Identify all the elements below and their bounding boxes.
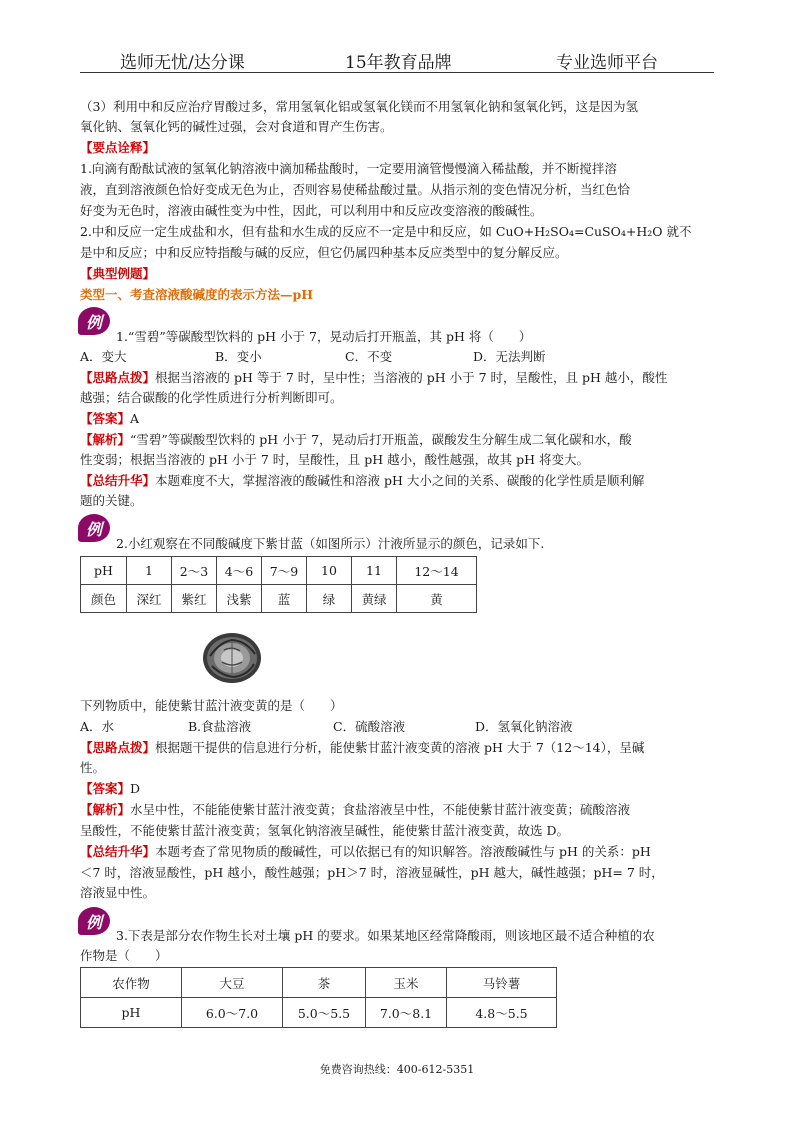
- q1-stem: 1.“雪碧”等碳酸型饮料的 pH 小于 7，晃动后打开瓶盖，其 pH 将（ ）: [116, 329, 532, 344]
- table-cell: 11: [352, 557, 397, 585]
- table-cell: 2～3: [172, 557, 217, 585]
- table-cell: 大豆: [182, 968, 283, 998]
- header-right-slogan: 专业选师平台: [556, 53, 658, 73]
- q2-option-c: C．硫酸溶液: [333, 719, 406, 734]
- q1-answer-tag: 【答案】: [80, 411, 131, 426]
- intro-p3-line1: （3）利用中和反应治疗胃酸过多，常用氢氧化铝或氢氧化镁而不用氢氧化钠和氢氧化钙，这是因为氢: [80, 99, 638, 114]
- table-cell: 颜色: [81, 585, 127, 613]
- q1-answer-value: A: [130, 411, 140, 426]
- table-row: [81, 585, 477, 613]
- q2-summary-text: 本题考查了常见物质的酸碱性，可以依据已有的知识解答。溶液酸碱性与 pH 的关系：pH: [155, 844, 651, 859]
- q2-question: 下列物质中，能使紫甘蓝汁液变黄的是（ ）: [80, 698, 343, 713]
- q1-hint-text: 根据当溶液的 pH 等于 7 时，呈中性；当溶液的 pH 小于 7 时，呈酸性，且 pH 越小，酸性: [155, 370, 668, 385]
- table-cell: 4.8～5.5: [447, 998, 557, 1028]
- q2-hint-text: 根据题干提供的信息进行分析，能使紫甘蓝汁液变黄的溶液 pH 大于 7（12～14），呈碱: [155, 740, 645, 755]
- cabbage-color-table: [80, 556, 477, 613]
- table-cell: 深红: [127, 585, 172, 613]
- table-cell: 黄绿: [352, 585, 397, 613]
- q2-explanation: [80, 801, 630, 819]
- intro-p3-line2: 氧化钠、氢氧化钙的碱性过强，会对食道和胃产生伤害。: [80, 119, 393, 134]
- q1-summary-tag: 【总结升华】: [80, 473, 156, 488]
- q1-explanation-line2: 性变弱；根据当溶液的 pH 小于 7 时，呈酸性，且 pH 越小，酸性越强，故其 pH 将变大。: [80, 452, 589, 467]
- table-cell: 4～6: [217, 557, 262, 585]
- q2-answer: [80, 780, 140, 798]
- q2-option-a: A．水: [80, 719, 115, 734]
- table-cell: 浅紫: [217, 585, 262, 613]
- q2-hint-line2: 性。: [80, 760, 106, 775]
- table-cell: 6.0～7.0: [182, 998, 283, 1028]
- q1-explanation-text: “雪碧”等碳酸型饮料的 pH 小于 7，晃动后打开瓶盖，碳酸发生分解生成二氧化碳和水，酸: [130, 432, 632, 447]
- q1-summary-line2: 题的关键。: [80, 493, 143, 508]
- table-cell: pH: [81, 557, 127, 585]
- q2-summary-tag: 【总结升华】: [80, 844, 156, 859]
- table-row: [81, 557, 477, 585]
- key-point-2-line1: 2.中和反应一定生成盐和水，但有盐和水生成的反应不一定是中和反应，如 CuO+H₂SO₄=CuSO₄+H₂O 就不: [80, 224, 692, 239]
- page-footer: 免费咨询热线：400-612-5351: [319, 1063, 475, 1076]
- table-cell: pH: [81, 998, 182, 1028]
- q2-explanation-text: 水呈中性，不能能使紫甘蓝汁液变黄；食盐溶液呈中性，不能使紫甘蓝汁液变黄；硫酸溶液: [130, 802, 631, 817]
- example-badge-1: 例: [78, 307, 110, 335]
- q2-answer-tag: 【答案】: [80, 781, 131, 796]
- header-left-brand: 选师无忧/达分课: [120, 53, 245, 73]
- q1-option-d: D．无法判断: [473, 349, 546, 364]
- table-cell: 10: [307, 557, 352, 585]
- q1-answer: [80, 410, 139, 428]
- q2-summary-line2: ＜7 时，溶液显酸性，pH 越小，酸性越强；pH＞7 时，溶液显碱性，pH 越大，碱性越强；pH= 7 时，: [80, 865, 664, 880]
- q2-stem: 2.小红观察在不同酸碱度下紫甘蓝（如图所示）汁液所显示的颜色，记录如下.: [116, 536, 545, 551]
- example-badge-2: 例: [78, 514, 110, 542]
- q2-hint: [80, 739, 644, 757]
- table-cell: 蓝: [262, 585, 307, 613]
- examples-heading: 【典型例题】: [80, 266, 156, 281]
- example-badge-3: 例: [78, 907, 110, 935]
- table-cell: 7～9: [262, 557, 307, 585]
- key-point-1-line1: 1.向滴有酚酞试液的氢氧化钠溶液中滴加稀盐酸时，一定要用滴管慢慢滴入稀盐酸，并不断搅拌溶: [80, 161, 617, 176]
- key-points-heading: 【要点诠释】: [80, 140, 156, 155]
- q1-hint-line2: 越强；结合碳酸的化学性质进行分析判断即可。: [80, 390, 343, 405]
- table-cell: 茶: [283, 968, 366, 998]
- page-header: [80, 44, 714, 73]
- table-cell: 马铃薯: [447, 968, 557, 998]
- q1-explanation: [80, 431, 632, 449]
- table-cell: 黄: [397, 585, 477, 613]
- table-row: [81, 968, 557, 998]
- q2-option-b: B.食盐溶液: [188, 719, 252, 734]
- q1-hint: [80, 369, 667, 387]
- q1-option-c: C．不变: [345, 349, 393, 364]
- q2-summary: [80, 843, 651, 861]
- table-row: [81, 998, 557, 1028]
- q1-hint-tag: 【思路点拨】: [80, 370, 156, 385]
- table-cell: 12～14: [397, 557, 477, 585]
- type1-heading: 类型一、考查溶液酸碱度的表示方法—pH: [80, 287, 314, 302]
- table-cell: 农作物: [81, 968, 182, 998]
- q1-option-a: A．变大: [80, 349, 127, 364]
- q3-stem-line1: 3.下表是部分农作物生长对土壤 pH 的要求。如果某地区经常降酸雨，则该地区最不适合种植的农: [116, 928, 655, 943]
- q3-stem-line2: 作物是（ ）: [80, 948, 168, 963]
- q2-explanation-tag: 【解析】: [80, 802, 131, 817]
- red-cabbage-image: [200, 628, 264, 686]
- table-cell: 玉米: [366, 968, 447, 998]
- q2-summary-line3: 溶液显中性。: [80, 885, 156, 900]
- table-cell: 5.0～5.5: [283, 998, 366, 1028]
- q1-option-b: B．变小: [215, 349, 262, 364]
- q2-explanation-line2: 呈酸性，不能使紫甘蓝汁液变黄；氢氧化钠溶液呈碱性，能使紫甘蓝汁液变黄，故选 D。: [80, 823, 569, 838]
- header-center-slogan: 15年教育品牌: [345, 53, 452, 73]
- key-point-1-line3: 好变为无色时，溶液由碱性变为中性，因此，可以利用中和反应改变溶液的酸碱性。: [80, 203, 543, 218]
- key-point-1-line2: 液，直到溶液颜色恰好变成无色为止，否则容易使稀盐酸过量。从指示剂的变色情况分析，当红色恰: [80, 182, 631, 197]
- table-cell: 7.0～8.1: [366, 998, 447, 1028]
- q1-summary-text: 本题难度不大，掌握溶液的酸碱性和溶液 pH 大小之间的关系、碳酸的化学性质是顺利解: [155, 473, 645, 488]
- q1-summary: [80, 472, 644, 490]
- q1-explanation-tag: 【解析】: [80, 432, 131, 447]
- q2-hint-tag: 【思路点拨】: [80, 740, 156, 755]
- q2-answer-value: D: [130, 781, 141, 796]
- table-cell: 紫红: [172, 585, 217, 613]
- q2-option-d: D．氢氧化钠溶液: [475, 719, 573, 734]
- key-point-2-line2: 是中和反应；中和反应特指酸与碱的反应，但它仍属四种基本反应类型中的复分解反应。: [80, 245, 568, 260]
- crop-ph-table: [80, 967, 557, 1028]
- table-cell: 绿: [307, 585, 352, 613]
- table-cell: 1: [127, 557, 172, 585]
